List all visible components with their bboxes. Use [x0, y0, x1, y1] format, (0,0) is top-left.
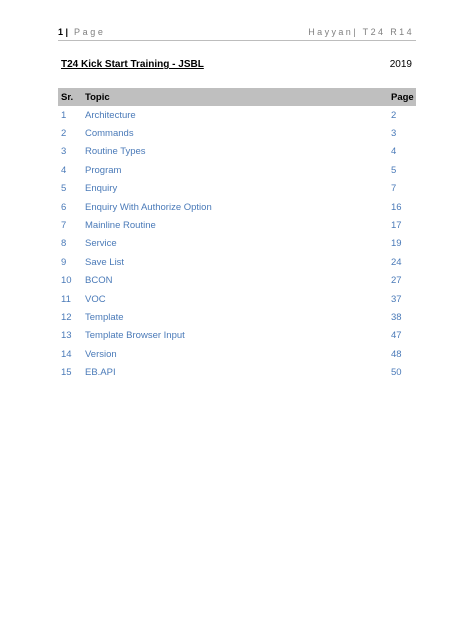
row-page-link[interactable]: 19	[391, 238, 402, 250]
row-sr: 13	[61, 330, 72, 342]
row-sr: 1	[61, 109, 67, 121]
row-topic-link[interactable]: Enquiry With Authorize Option	[85, 201, 212, 213]
row-page-link[interactable]: 38	[391, 311, 402, 323]
header-author-version: Hayyan| T24 R14	[308, 27, 414, 37]
row-page-link[interactable]: 37	[391, 293, 402, 305]
table-row[interactable]	[58, 198, 416, 216]
row-topic-link[interactable]: Mainline Routine	[85, 220, 156, 232]
row-page-link[interactable]: 7	[391, 183, 397, 195]
table-row[interactable]	[58, 180, 416, 198]
row-page-link[interactable]: 3	[391, 128, 397, 140]
row-page-link[interactable]: 17	[391, 220, 402, 232]
table-row[interactable]	[58, 216, 416, 234]
row-topic-link[interactable]: Template	[85, 311, 124, 323]
row-sr: 3	[61, 146, 67, 158]
row-sr: 11	[61, 293, 71, 305]
document-title: T24 Kick Start Training - JSBL	[61, 59, 204, 70]
row-sr: 15	[61, 367, 72, 379]
document-year: 2019	[389, 59, 412, 70]
row-page-link[interactable]: 2	[391, 109, 397, 121]
row-topic-link[interactable]: Routine Types	[85, 146, 146, 158]
table-row[interactable]	[58, 235, 416, 253]
table-row[interactable]	[58, 345, 416, 363]
row-topic-link[interactable]: Enquiry	[85, 183, 118, 195]
table-row[interactable]	[58, 253, 416, 271]
row-sr: 5	[61, 183, 67, 195]
row-sr: 12	[61, 311, 72, 323]
row-page-link[interactable]: 47	[391, 330, 402, 342]
table-row[interactable]	[58, 363, 416, 381]
row-topic-link[interactable]: EB.API	[85, 367, 116, 379]
table-row[interactable]	[58, 161, 416, 179]
toc-header-row	[58, 88, 416, 106]
row-sr: 10	[61, 275, 72, 287]
row-page-link[interactable]: 48	[391, 348, 402, 360]
row-sr: 14	[61, 348, 72, 360]
table-of-contents	[58, 88, 416, 382]
row-page-link[interactable]: 27	[391, 275, 402, 287]
table-row[interactable]	[58, 272, 416, 290]
column-header-sr: Sr.	[58, 88, 85, 106]
row-topic-link[interactable]: Commands	[85, 128, 134, 140]
table-row[interactable]	[58, 124, 416, 142]
row-topic-link[interactable]: Architecture	[85, 109, 136, 121]
row-sr: 7	[61, 220, 67, 232]
row-page-link[interactable]: 16	[391, 201, 402, 213]
row-page-link[interactable]: 24	[391, 256, 402, 268]
row-topic-link[interactable]: Service	[85, 238, 117, 250]
column-header-page: Page	[391, 88, 416, 106]
page-header	[58, 26, 416, 41]
row-topic-link[interactable]: VOC	[85, 293, 106, 305]
table-row[interactable]	[58, 143, 416, 161]
row-topic-link[interactable]: Version	[85, 348, 117, 360]
table-row[interactable]	[58, 290, 416, 308]
row-sr: 2	[61, 128, 67, 140]
row-page-link[interactable]: 4	[391, 146, 397, 158]
table-row[interactable]	[58, 308, 416, 326]
page-number: 1 |	[58, 27, 69, 37]
row-sr: 4	[61, 164, 67, 176]
row-sr: 6	[61, 201, 67, 213]
page-label: Page	[74, 27, 106, 37]
table-row[interactable]	[58, 106, 416, 124]
column-header-topic: Topic	[85, 88, 391, 106]
row-topic-link[interactable]: BCON	[85, 275, 113, 287]
row-page-link[interactable]: 5	[391, 164, 397, 176]
row-sr: 8	[61, 238, 67, 250]
row-topic-link[interactable]: Save List	[85, 256, 125, 268]
row-page-link[interactable]: 50	[391, 367, 402, 379]
row-topic-link[interactable]: Template Browser Input	[85, 330, 185, 342]
row-topic-link[interactable]: Program	[85, 164, 122, 176]
table-row[interactable]	[58, 327, 416, 345]
row-sr: 9	[61, 256, 67, 268]
